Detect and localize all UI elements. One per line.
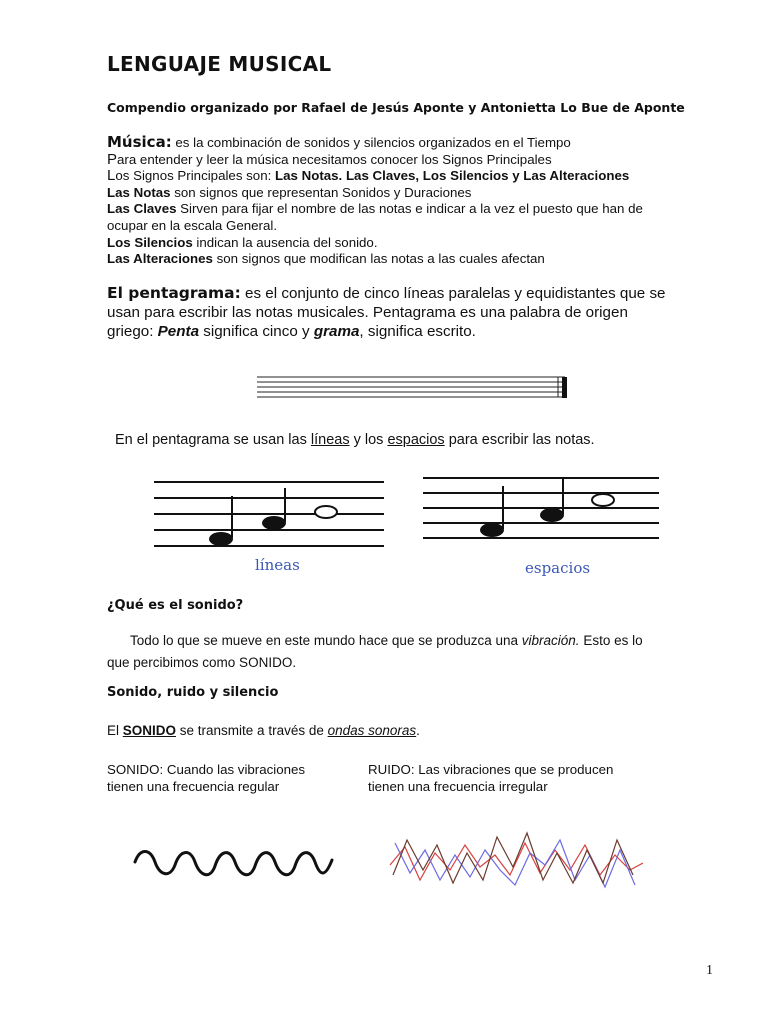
intro-line-2	[107, 152, 707, 169]
ondas-sonoras-word: ondas sonoras	[327, 723, 417, 738]
signos-list: Las Notas. Las Claves, Los Silencios y Las Alteraciones	[275, 168, 630, 184]
pentagrama-text-2: usan para escribir las notas musicales. Pentagrama es una palabra de origen	[107, 304, 628, 321]
silencios-term: Los Silencios	[107, 234, 193, 250]
note-2	[262, 516, 286, 530]
subtitle: Compendio organizado por Rafael de Jesús Aponte y Antonietta Lo Bue de Aponte	[107, 100, 685, 115]
claves-line-2: ocupar en la escala General.	[107, 217, 278, 233]
sonido-desc-2: tienen una frecuencia regular	[107, 778, 280, 794]
pentagrama-paragraph	[107, 284, 722, 341]
note-2	[540, 508, 564, 522]
sonido-paragraph	[107, 630, 707, 674]
note-1	[480, 523, 504, 537]
drop-cap-p: P	[107, 150, 118, 168]
alteraciones-line	[107, 251, 707, 268]
regular-wave-illustration	[130, 840, 340, 890]
notes-on-lines-figure	[152, 472, 387, 552]
noise-wave-illustration	[385, 825, 650, 900]
note-1	[209, 532, 233, 546]
intro-line-2-text: ara entender y leer la música necesitamos conocer los Signos Principales	[117, 151, 552, 167]
sonido-word: SONIDO	[122, 723, 177, 738]
silencios-text: indican la ausencia del sonido.	[192, 234, 378, 250]
ondas-mid: se transmite a través de	[176, 723, 328, 738]
silencios-line	[107, 235, 707, 252]
espacios-word: espacios	[387, 432, 445, 448]
pentagrama-text-3c: , significa escrito.	[359, 323, 476, 340]
page-number: 1	[706, 963, 713, 978]
note-3	[315, 506, 337, 518]
sentence-part-a: En el pentagrama se usan las	[115, 432, 311, 448]
alteraciones-text: son signos que modifican las notas a las cuales afectan	[212, 251, 545, 267]
page-title: LENGUAJE MUSICAL	[107, 52, 332, 76]
musica-text: es la combinación de sonidos y silencios organizados en el Tiempo	[171, 135, 571, 150]
grama-word: grama	[313, 323, 360, 340]
notas-line	[107, 185, 707, 202]
notes-in-spaces-figure	[421, 472, 661, 544]
penta-word: Penta	[157, 323, 200, 340]
espacios-caption: espacios	[525, 559, 591, 577]
lines-spaces-sentence	[115, 432, 595, 448]
sonido-para-a: Todo lo que se mueve en este mundo hace que se produzca una	[130, 633, 522, 648]
notas-text: son signos que representan Sonidos y Duraciones	[170, 184, 472, 200]
ondas-end: .	[416, 723, 420, 738]
sonido-para-2: que percibimos como SONIDO.	[107, 655, 297, 670]
notas-term: Las Notas	[107, 184, 171, 200]
sonido-description	[107, 762, 305, 795]
musica-line	[107, 134, 707, 152]
pentagrama-text-3b: significa cinco y	[199, 323, 314, 340]
pentagrama-text-1: es el conjunto de cinco líneas paralelas y equidistantes que se	[240, 285, 666, 302]
sentence-part-c: para escribir las notas.	[444, 432, 595, 448]
sentence-part-b: y los	[349, 432, 388, 448]
sonido-desc-1: SONIDO: Cuando las vibraciones	[107, 762, 306, 777]
intro-line-3	[107, 168, 707, 185]
intro-block	[107, 134, 707, 268]
ruido-desc-2: tienen una frecuencia irregular	[368, 778, 548, 794]
lineas-word: líneas	[310, 432, 350, 448]
sonido-para-b: Esto es lo	[579, 633, 643, 648]
ruido-heading: Sonido, ruido y silencio	[107, 685, 279, 700]
ondas-sentence	[107, 723, 420, 738]
pentagrama-text-3a: griego:	[107, 323, 158, 340]
alteraciones-term: Las Alteraciones	[107, 251, 213, 267]
musica-term: Música:	[107, 133, 172, 151]
claves-text: Sirven para fijar el nombre de las notas e indicar a la vez el puesto que han de	[176, 201, 643, 217]
vibracion-word: vibración.	[521, 633, 580, 648]
lineas-caption: líneas	[255, 556, 300, 574]
el-word: El	[107, 723, 123, 738]
sonido-heading: ¿Qué es el sonido?	[107, 598, 244, 613]
ruido-description	[368, 762, 613, 795]
claves-term: Las Claves	[107, 201, 177, 217]
note-3	[592, 494, 614, 506]
drop-cap-l: L	[107, 167, 116, 185]
ruido-desc-1: RUIDO: Las vibraciones que se producen	[368, 762, 614, 777]
claves-line	[107, 201, 707, 218]
staff-illustration	[255, 372, 575, 402]
pentagrama-term: El pentagrama:	[107, 284, 241, 302]
intro-line-3-text: os Signos Principales son:	[115, 168, 275, 184]
